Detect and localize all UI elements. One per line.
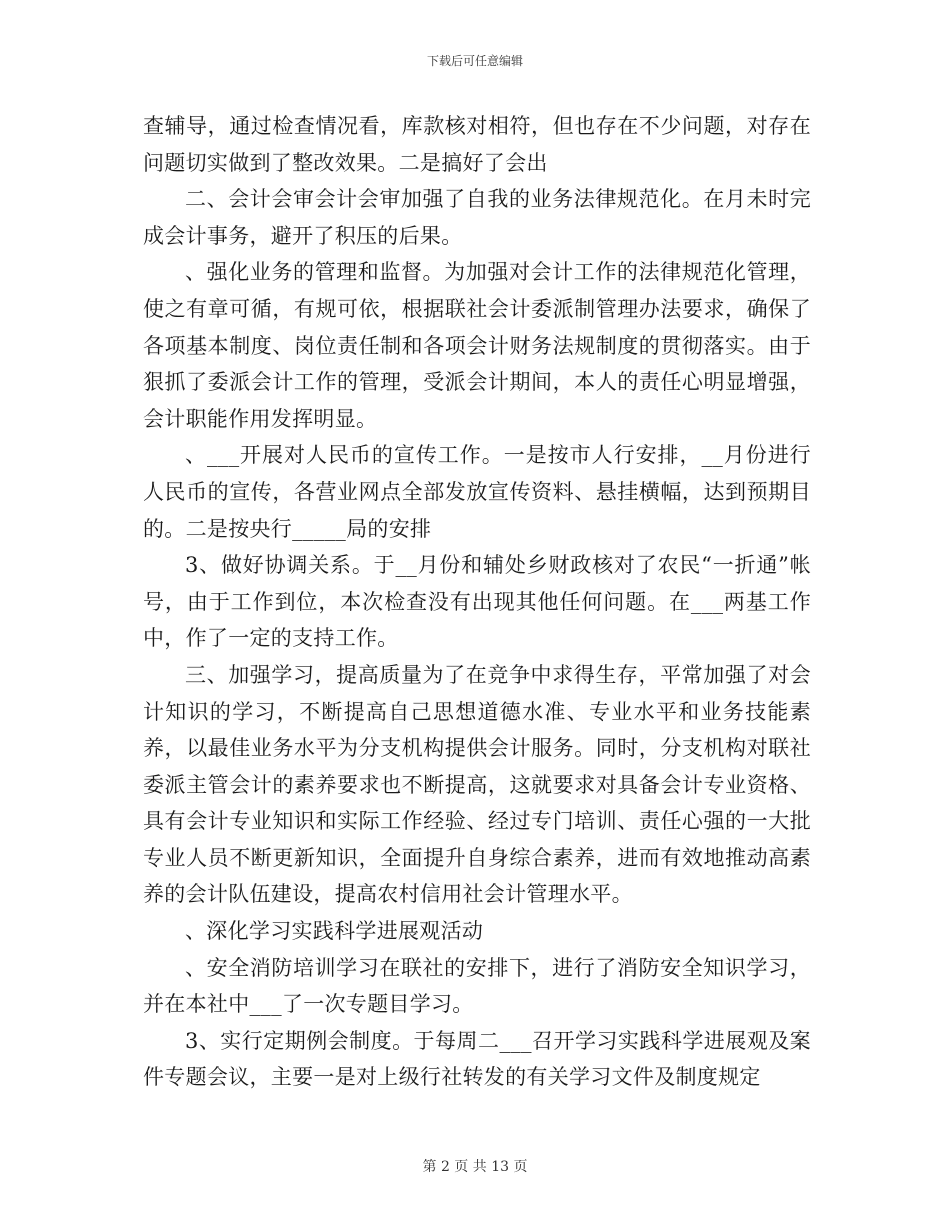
paragraph-5: 3、做好协调关系。于__月份和辅处乡财政核对了农民“一折通”帐号，由于工作到位，本次检查没有出现其他任何问题。在___两基工作中，作了一定的支持工作。 [143,553,811,651]
page-number: 第 2 页 共 13 页 [422,1159,528,1175]
paragraph-3: 、强化业务的管理和监督。为加强对会计工作的法律规范化管理，使之有章可循，有规可依，根据联社会计委派制管理办法要求，确保了各项基本制度、岗位责任制和各项会计财务法规制度的贯彻落实。由于狠抓了委派会计工作的管理，受派会计期间，本人的责任心明显增强，会计职能作用发挥明显。 [143,260,811,431]
page-header: 下载后可任意编辑 [426,54,523,68]
paragraph-7: 、深化学习实践科学进展观活动 [185,919,484,944]
paragraph-9: 3、实行定期例会制度。于每周二___召开学习实践科学进展观及案件专题会议，主要一是对上级行社转发的有关学习文件及制度规定 [143,1028,811,1090]
paragraph-1: 查辅导，通过检查情况看，库款核对相符，但也存在不少问题，对存在问题切实做到了整改效果。二是搞好了会出 [143,114,811,175]
paragraph-2: 二、会计会审会计会审加强了自我的业务法律规范化。在月未时完成会计事务，避开了积压的后果。 [143,187,811,248]
document-body [143,108,811,1096]
paragraph-4: 、___开展对人民币的宣传工作。一是按市人行安排，__月份进行人民币的宣传，各营业网点全部发放宣传资料、悬挂横幅，达到预期目的。二是按央行_____局的安排 [143,443,811,541]
paragraph-6: 三、加强学习，提高质量为了在竞争中求得生存，平常加强了对会计知识的学习，不断提高自己思想道德水准、专业水平和业务技能素养，以最佳业务水平为分支机构提供会计服务。同时，分支机构对联社委派主管会计的素养要求也不断提高，这就要求对具备会计专业资格、具有会计专业知识和实际工作经验、经过专门培训、责任心强的一大批专业人员不断更新知识，全面提升自身综合素养，进而有效地推动高素养的会计队伍建设，提高农村信用社会计管理水平。 [143,662,811,907]
paragraph-8: 、安全消防培训学习在联社的安排下，进行了消防安全知识学习，并在本社中___了一次专题目学习。 [143,955,811,1017]
